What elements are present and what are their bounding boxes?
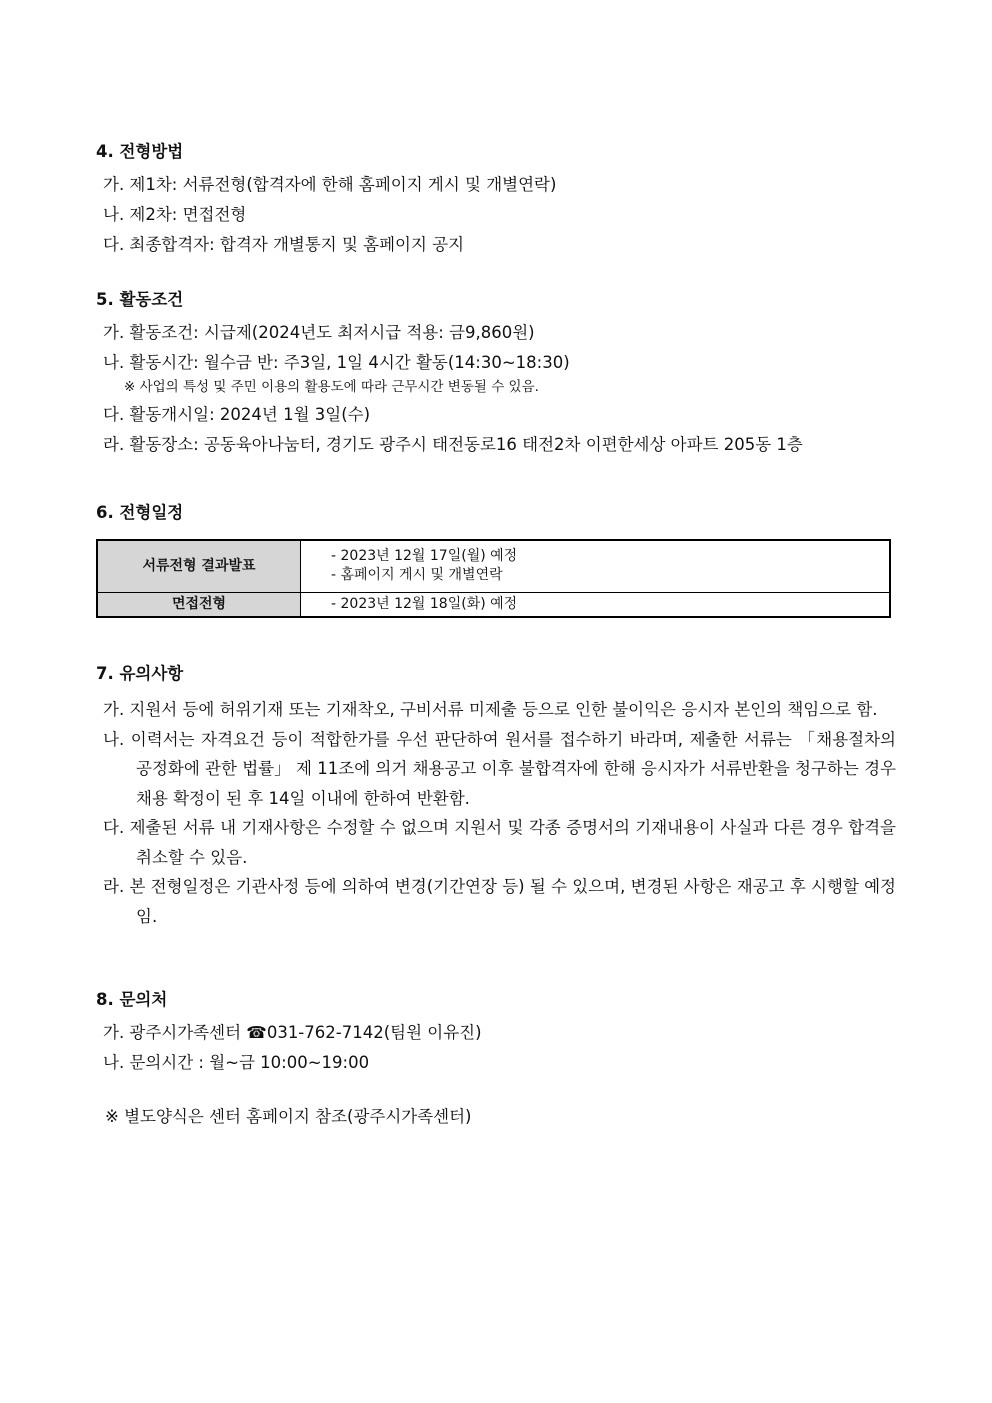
list-item: 라. 활동장소: 공동육아나눔터, 경기도 광주시 태전동로16 태전2차 이편한세상 아파트 205동 1층 (103, 435, 803, 454)
list-item: 가. 제1차: 서류전형(합격자에 한해 홈페이지 게시 및 개별연락) (103, 175, 557, 194)
section-title: 8. 문의처 (96, 990, 168, 1009)
list-item: 다. 제출된 서류 내 기재사항은 수정할 수 없으며 지원서 및 각종 증명서의 기재내용이 사실과 다른 경우 합격을 취소할 수 있음. (103, 818, 896, 867)
table-header-cell: 서류전형 결과발표 (97, 540, 301, 592)
cell-line: - 2023년 12월 17일(월) 예정 (331, 548, 518, 565)
table-cell (301, 540, 891, 592)
cell-line: - 홈페이지 게시 및 개별연락 (331, 567, 503, 584)
cell-line: - 2023년 12월 18일(화) 예정 (331, 595, 518, 612)
section-title: 7. 유의사항 (96, 664, 184, 683)
list-item: 라. 본 전형일정은 기관사정 등에 의하여 변경(기간연장 등) 될 수 있으며, 변경된 사항은 재공고 후 시행할 예정임. (103, 877, 896, 926)
table-cell (301, 592, 891, 617)
note-text: ※ 사업의 특성 및 주민 이용의 활용도에 따라 근무시간 변동될 수 있음. (124, 379, 539, 395)
footer-note: ※ 별도양식은 센터 홈페이지 참조(광주시가족센터) (105, 1107, 472, 1126)
section-activity-conditions (96, 289, 896, 463)
section-notes (96, 663, 896, 931)
section-schedule (96, 502, 896, 534)
table-header-cell: 면접전형 (97, 592, 301, 617)
section-title: 6. 전형일정 (96, 503, 184, 522)
table-row (97, 540, 890, 592)
section-contact (96, 989, 896, 1081)
contact-item (103, 1021, 896, 1045)
list-item: 나. 제2차: 면접전형 (103, 205, 247, 224)
list-item: 가. 지원서 등에 허위기재 또는 기재착오, 구비서류 미제출 등으로 인한 불이익은 응시자 본인의 책임으로 함. (103, 700, 878, 719)
list-item: 다. 최종합격자: 합격자 개별통지 및 홈페이지 공지 (103, 235, 465, 254)
list-item: 가. 활동조건: 시급제(2024년도 최저시급 적용: 금9,860원) (103, 323, 535, 342)
list-item: 나. 이력서는 자격요건 등이 적합한가를 우선 판단하여 원서를 접수하기 바라며, 제출한 서류는 「채용절차의 공정화에 관한 법률」 제 11조에 의거 채용공고 이후 불합격자에 한해 응시자가 서류반환을 청구하는 경우 채용 확정이 된 후 14일 이내에 한하여 반환함. (103, 729, 896, 808)
contact-label: 가. 광주시가족센터 (103, 1023, 242, 1042)
table-row (97, 592, 890, 617)
section-title: 5. 활동조건 (96, 290, 184, 309)
section-selection-method (96, 141, 896, 263)
contact-phone: ☎031-762-7142(팀원 이유진) (246, 1023, 482, 1042)
list-item: 다. 활동개시일: 2024년 1월 3일(수) (103, 405, 371, 424)
schedule-table (96, 539, 891, 618)
section-title: 4. 전형방법 (96, 142, 184, 161)
list-item: 나. 활동시간: 월수금 반: 주3일, 1일 4시간 활동(14:30~18:30) (103, 353, 570, 372)
contact-hours: 나. 문의시간 : 월~금 10:00~19:00 (103, 1053, 370, 1072)
